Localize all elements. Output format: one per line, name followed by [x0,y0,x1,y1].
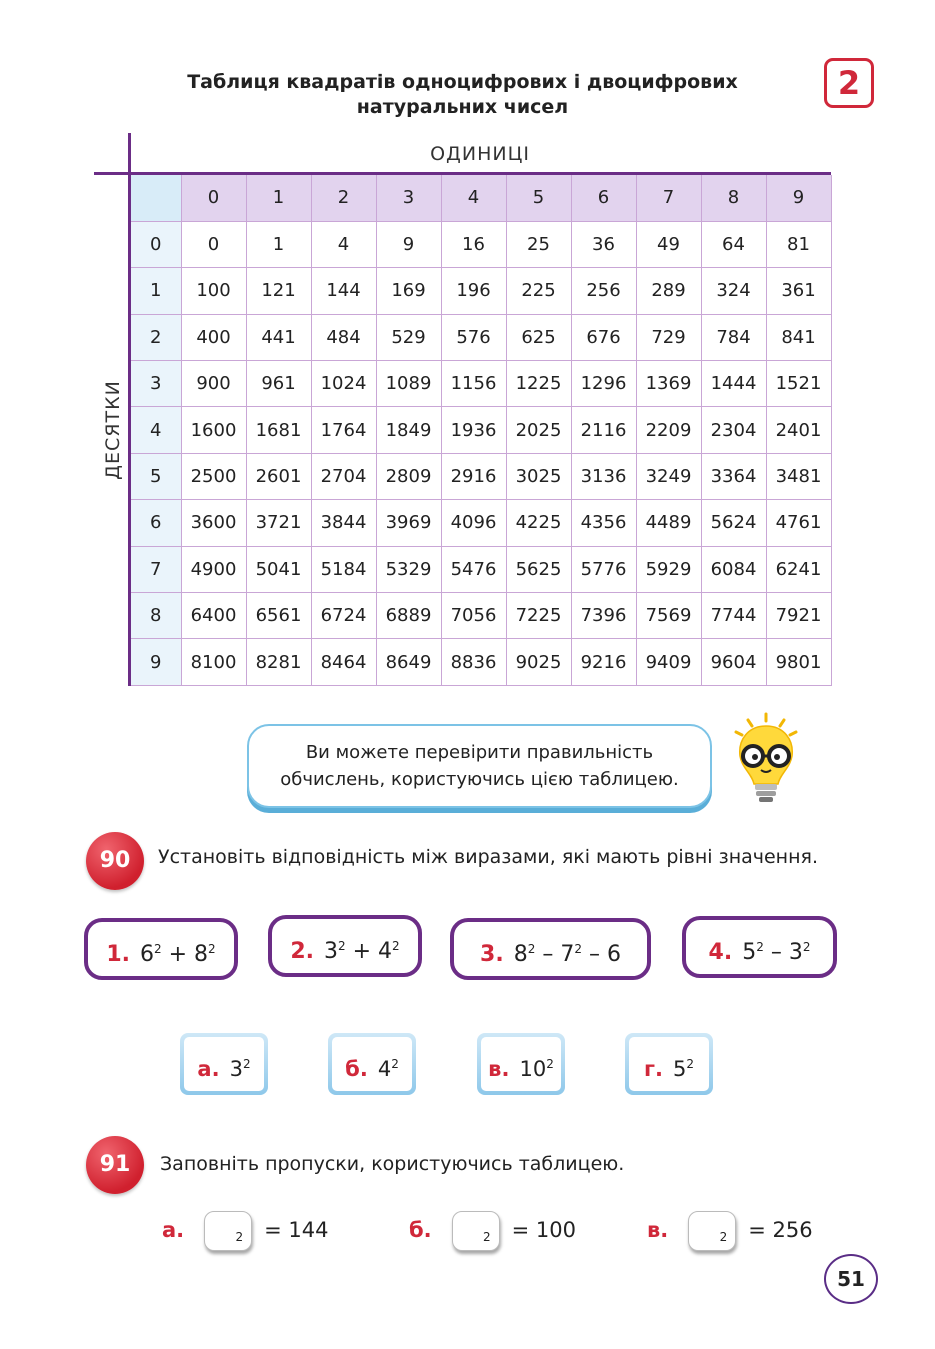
fill-item-a: а. 2 = 144 [162,1207,329,1253]
table-cell: 4489 [636,500,701,546]
table-cell: 121 [246,268,311,314]
table-cell: 1296 [571,361,636,407]
row-header: 2 [131,314,181,360]
table-row [131,500,831,546]
table-cell: 1849 [376,407,441,453]
table-cell: 3025 [506,453,571,499]
table-cell: 529 [376,314,441,360]
row-header: 6 [131,500,181,546]
table-cell: 2601 [246,453,311,499]
table-cell: 625 [506,314,571,360]
table-cell: 49 [636,221,701,267]
table-cell: 9604 [701,639,766,685]
table-cell: 1156 [441,361,506,407]
table-cell: 4761 [766,500,831,546]
table-cell: 1521 [766,361,831,407]
table-header-row [131,175,831,221]
fill-item-v: в. 2 = 256 [647,1207,813,1253]
table-cell: 3600 [181,500,246,546]
row-header: 8 [131,593,181,639]
column-header: 8 [701,175,766,221]
table-cell: 3364 [701,453,766,499]
table-cell: 8100 [181,639,246,685]
column-header: 5 [506,175,571,221]
table-row [131,221,831,267]
table-cell: 784 [701,314,766,360]
row-header: 0 [131,221,181,267]
row-header: 5 [131,453,181,499]
table-cell: 6084 [701,546,766,592]
table-cell: 4900 [181,546,246,592]
exercise-90-text: Установіть відповідність між виразами, які мають рівні значення. [158,846,818,868]
table-cell: 2401 [766,407,831,453]
fill-box-v[interactable]: 2 [688,1211,736,1251]
table-cell: 7396 [571,593,636,639]
column-header: 0 [181,175,246,221]
table-cell: 441 [246,314,311,360]
page-title [130,70,795,120]
table-cell: 9409 [636,639,701,685]
table-cell: 7056 [441,593,506,639]
fill-box-a[interactable]: 2 [204,1211,252,1251]
table-cell: 100 [181,268,246,314]
table-cell: 1600 [181,407,246,453]
table-cell: 576 [441,314,506,360]
table-cell: 5184 [311,546,376,592]
row-header: 1 [131,268,181,314]
table-row [131,407,831,453]
fill-item-b: б. 2 = 100 [409,1207,576,1253]
table-cell: 6561 [246,593,311,639]
table-cell: 9216 [571,639,636,685]
answer-v[interactable]: в. $10^2$ [477,1033,565,1095]
table-cell: 4356 [571,500,636,546]
table-cell: 3721 [246,500,311,546]
table-cell: 5929 [636,546,701,592]
table-cell: 6724 [311,593,376,639]
table-cell: 841 [766,314,831,360]
table-cell: 5476 [441,546,506,592]
table-cell: 4225 [506,500,571,546]
table-cell: 64 [701,221,766,267]
table-cell: 2304 [701,407,766,453]
table-cell: 4096 [441,500,506,546]
table-row [131,639,831,685]
table-cell: 2209 [636,407,701,453]
table-cell: 2500 [181,453,246,499]
table-row [131,361,831,407]
table-cell: 9025 [506,639,571,685]
row-header: 3 [131,361,181,407]
table-cell: 7569 [636,593,701,639]
table-cell: 2916 [441,453,506,499]
column-header: 6 [571,175,636,221]
table-corner-cell [131,175,181,221]
table-row [131,453,831,499]
table-cell: 5041 [246,546,311,592]
table-cell: 1089 [376,361,441,407]
table-cell: 1024 [311,361,376,407]
table-cell: 5776 [571,546,636,592]
table-cell: 8649 [376,639,441,685]
column-header: 3 [376,175,441,221]
answer-a[interactable]: а. $3^2$ [180,1033,268,1095]
table-cell: 8836 [441,639,506,685]
table-cell: 1936 [441,407,506,453]
table-cell: 324 [701,268,766,314]
info-line-1: Ви можете перевірити правильність [305,742,654,763]
table-row [131,314,831,360]
expression-2-number: 2. [290,939,314,964]
table-cell: 6241 [766,546,831,592]
table-cell: 5624 [701,500,766,546]
table-cell: 3249 [636,453,701,499]
table-cell: 1369 [636,361,701,407]
table-row [131,546,831,592]
table-cell: 7744 [701,593,766,639]
table-cell: 2116 [571,407,636,453]
column-header: 4 [441,175,506,221]
column-header: 1 [246,175,311,221]
squares-table [131,175,832,686]
table-cell: 1225 [506,361,571,407]
row-header: 9 [131,639,181,685]
table-cell: 3136 [571,453,636,499]
table-row [131,593,831,639]
table-cell: 144 [311,268,376,314]
expression-4-number: 4. [708,940,733,965]
table-cell: 676 [571,314,636,360]
table-cell: 2809 [376,453,441,499]
table-cell: 2704 [311,453,376,499]
table-cell: 2025 [506,407,571,453]
table-cell: 1444 [701,361,766,407]
table-cell: 289 [636,268,701,314]
table-cell: 400 [181,314,246,360]
answer-g[interactable]: г. $5^2$ [625,1033,713,1095]
table-cell: 900 [181,361,246,407]
table-cell: 1 [246,221,311,267]
table-cell: 7225 [506,593,571,639]
table-cell: 3481 [766,453,831,499]
expression-4[interactable]: 4. $5^2 - 3^2$ [682,916,837,978]
expression-2[interactable]: 2. $3^2 + 4^2$ [268,915,422,977]
expression-3[interactable]: 3. $8^2 - 7^2 - 6$ [450,918,651,980]
title-line-1: Таблиця квадратів одноцифрових і двоцифрових [187,71,738,93]
table-cell: 8464 [311,639,376,685]
table-cell: 1764 [311,407,376,453]
table-cell: 16 [441,221,506,267]
table-cell: 0 [181,221,246,267]
table-row [131,268,831,314]
table-cell: 484 [311,314,376,360]
table-cell: 729 [636,314,701,360]
table-cell: 196 [441,268,506,314]
table-cell: 6889 [376,593,441,639]
table-cell: 8281 [246,639,311,685]
expression-3-number: 3. [480,942,504,967]
table-cell: 7921 [766,593,831,639]
column-header: 7 [636,175,701,221]
tens-label: ДЕСЯТКИ [102,380,124,480]
table-cell: 81 [766,221,831,267]
table-cell: 256 [571,268,636,314]
table-cell: 5625 [506,546,571,592]
table-cell: 9801 [766,639,831,685]
units-label: ОДИНИЦІ [430,143,530,165]
table-cell: 961 [246,361,311,407]
column-header: 9 [766,175,831,221]
table-cell: 1681 [246,407,311,453]
table-cell: 25 [506,221,571,267]
expression-1[interactable]: 1. $6^2 + 8^2$ [84,918,238,980]
table-cell: 5329 [376,546,441,592]
exercise-91-text: Заповніть пропуски, користуючись таблицею. [160,1153,625,1175]
expression-1-number: 1. [106,942,130,967]
column-header: 2 [311,175,376,221]
info-bubble [247,724,712,808]
table-cell: 3844 [311,500,376,546]
row-header: 7 [131,546,181,592]
table-cell: 36 [571,221,636,267]
table-cell: 9 [376,221,441,267]
page-number: 51 [824,1254,878,1304]
row-header: 4 [131,407,181,453]
lightbulb-icon [728,712,804,808]
exercise-90-badge: 90 [86,832,144,890]
chapter-badge: 2 [824,58,874,108]
fill-box-b[interactable]: 2 [452,1211,500,1251]
info-line-2: обчислень, користуючись цією таблицею. [280,769,679,790]
table-cell: 3969 [376,500,441,546]
table-cell: 4 [311,221,376,267]
table-cell: 169 [376,268,441,314]
table-cell: 6400 [181,593,246,639]
table-cell: 225 [506,268,571,314]
title-line-2: натуральних чисел [356,96,569,118]
table-cell: 361 [766,268,831,314]
exercise-91-badge: 91 [86,1136,144,1194]
answer-b[interactable]: б. $4^2$ [328,1033,416,1095]
